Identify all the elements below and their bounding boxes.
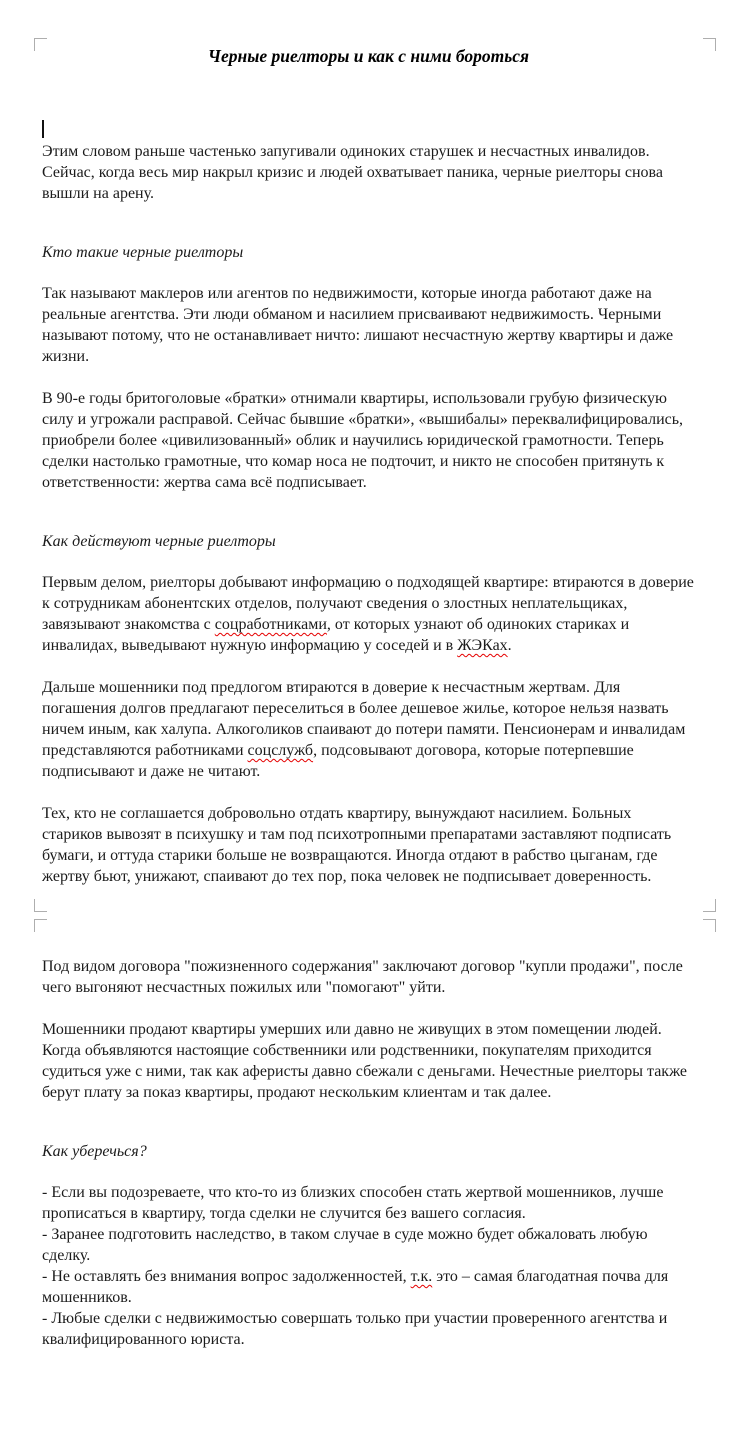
text-run[interactable]: - Любые сделки с недвижимостью совершать только при участии проверенного агентства и квалифицированного юриста.: [42, 1310, 668, 1348]
text-boundary-corner: [703, 919, 716, 932]
text-run[interactable]: Под видом договора "пожизненного содержания" заключают договор "купли продажи", после чего выгоняют несчастных пожилых или "помогают" уйти.: [42, 958, 683, 996]
misspelled-word[interactable]: соцработниками: [214, 616, 327, 633]
section-heading[interactable]: Кто такие черные риелторы: [42, 244, 244, 261]
paragraph[interactable]: [42, 283, 695, 367]
paragraph[interactable]: [42, 141, 695, 204]
text-run[interactable]: Первым делом, риелторы добывают информацию о подходящей квартире: втираются в доверие к сотрудникам абонентских отделов, получают сведения о злостных неплательщиках, завязывают знакомства с: [42, 574, 694, 633]
paragraph[interactable]: [42, 677, 695, 782]
misspelled-word[interactable]: соцслужб: [247, 742, 314, 759]
section-heading[interactable]: Как действуют черные риелторы: [42, 533, 276, 550]
paragraph[interactable]: [42, 388, 695, 493]
list-item-paragraph[interactable]: [42, 1266, 695, 1308]
text-run[interactable]: - Не оставлять без внимания вопрос задолженностей,: [42, 1268, 411, 1285]
paragraph[interactable]: [42, 956, 695, 998]
list-item-paragraph[interactable]: [42, 1308, 695, 1350]
text-run[interactable]: Дальше мошенники под предлогом втираются в доверие к несчастным жертвам. Для погашения долгов предлагают переселиться в более дешевое жилье, которое нельзя назвать ничем иным, как халупа. Алкоголиков спаивают до потери памяти. Пенсионерам и инвалидам представляются работниками: [42, 679, 686, 759]
text-caret-icon: [42, 120, 44, 138]
paragraph[interactable]: [42, 572, 695, 656]
text-run[interactable]: Этим словом раньше частенько запугивали одиноких старушек и несчастных инвалидов. Сейчас, когда весь мир накрыл кризис и людей охватывает паника, черные риелторы снова вышли на арену.: [42, 143, 663, 202]
text-run[interactable]: - Заранее подготовить наследство, в таком случае в суде можно будет обжаловать любую сделку.: [42, 1226, 648, 1264]
misspelled-word[interactable]: ЖЭКах: [457, 637, 508, 654]
text-boundary-corner: [703, 899, 716, 912]
list-item-paragraph[interactable]: [42, 1182, 695, 1224]
paragraph[interactable]: [42, 1019, 695, 1103]
text-run[interactable]: В 90-е годы бритоголовые «братки» отнимали квартиры, использовали грубую физическую силу и угрожали расправой. Сейчас бывшие «братки», «вышибалы» переквалифицировались, приобрели более «цивилизованный» облик и научились юридической грамотности. Теперь сделки настолько грамотные, что комар носа не подточит, и никто не способен притянуть к ответственности: жертва сама всё подписывает.: [42, 390, 684, 491]
paragraph[interactable]: [42, 803, 695, 887]
text-run[interactable]: Тех, кто не соглашается добровольно отдать квартиру, вынуждают насилием. Больных стариков вывозят в психушку и там под психотропными препаратами заставляют подписать бумаги, и оттуда старики больше не возвращаются. Иногда отдают в рабство цыганам, где жертву бьют, унижают, спаивают до тех пор, пока человек не подписывает доверенность.: [42, 805, 672, 885]
section-heading[interactable]: Как уберечься?: [42, 1143, 147, 1160]
text-run[interactable]: , подсовывают договора, которые потерпевшие подписывают и даже не читают.: [42, 742, 634, 780]
text-boundary-corner: [34, 899, 47, 912]
text-run[interactable]: - Если вы подозреваете, что кто-то из близких способен стать жертвой мошенников, лучше прописаться в квартиру, тогда сделки не случится без вашего согласия.: [42, 1184, 664, 1222]
text-boundary-corner: [34, 919, 47, 932]
page-break: [42, 891, 695, 935]
text-run[interactable]: .: [507, 637, 512, 654]
text-run[interactable]: Мошенники продают квартиры умерших или давно не живущих в этом помещении людей. Когда объявляются настоящие собственники или родственники, покупателям приходится судиться уже с ними, так как аферисты давно сбежали с деньгами. Нечестные риелторы также берут плату за показ квартиры, продают нескольким клиентам и так далее.: [42, 1021, 688, 1101]
text-run[interactable]: , от которых узнают об одиноких стариках и инвалидах, выведывают нужную информацию у соседей и в: [42, 616, 630, 654]
document-title[interactable]: Черные риелторы и как с ними бороться: [207, 46, 530, 66]
list-item-paragraph[interactable]: [42, 1224, 695, 1266]
text-run[interactable]: Так называют маклеров или агентов по недвижимости, которые иногда работают даже на реальные агентства. Эти люди обманом и насилием присваивают недвижимость. Черными называют потому, что не останавливает ничто: лишают несчастную жертву квартиры и даже жизни.: [42, 285, 674, 365]
text-run[interactable]: это – самая благодатная почва для мошенников.: [42, 1268, 669, 1306]
text-cursor-line[interactable]: [42, 119, 695, 140]
misspelled-word[interactable]: т.к.: [410, 1268, 433, 1285]
